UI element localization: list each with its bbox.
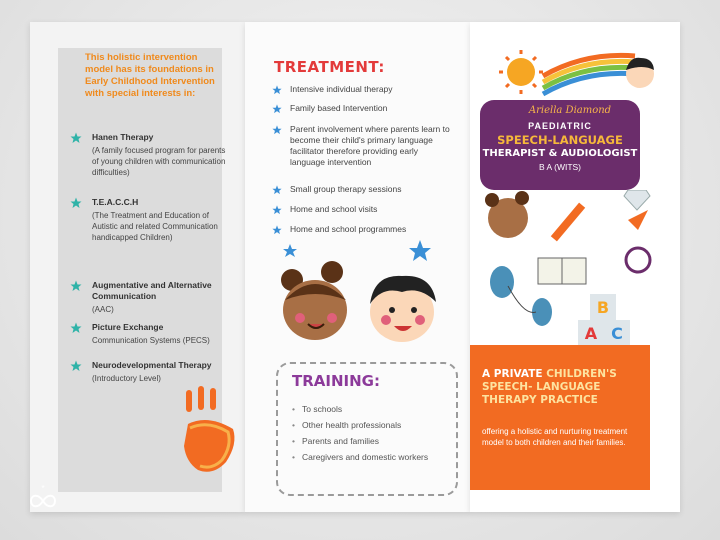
handprint-icon xyxy=(178,384,248,484)
item-desc: (Introductory Level) xyxy=(92,374,161,383)
headline-part-a: A PRIVATE xyxy=(482,368,543,380)
item-title: Hanen Therapy xyxy=(92,132,154,142)
treatment-item: Home and school visits xyxy=(290,204,378,214)
block-letter-c: C xyxy=(611,324,623,343)
sun-rainbow-illustration xyxy=(495,34,655,104)
training-item: • To schools xyxy=(302,404,342,414)
star-icon xyxy=(70,132,82,144)
orange-footer-box xyxy=(470,345,650,490)
item-title: Neurodevelopmental Therapy xyxy=(92,360,212,370)
block-letter-b: B xyxy=(596,298,610,317)
block-letter-a: A xyxy=(584,324,598,343)
item-title: T.E.A.C.C.H xyxy=(92,197,139,207)
infinity-logo-icon xyxy=(28,483,58,513)
item-desc: (AAC) xyxy=(92,305,114,314)
headline-part-b: CHILDREN'S xyxy=(546,368,617,380)
treatment-heading: TREATMENT: xyxy=(274,58,385,76)
star-icon xyxy=(272,125,282,135)
item-desc: (The Treatment and Education of Autistic and related Communication handicapped Children) xyxy=(92,211,218,242)
star-icon xyxy=(70,360,82,372)
title-line-4: B A (WITS) xyxy=(538,162,582,172)
star-icon xyxy=(70,280,82,292)
title-line-3: THERAPIST & AUDIOLOGIST xyxy=(482,148,638,159)
star-icon xyxy=(272,85,282,95)
star-icon xyxy=(70,197,82,209)
treatment-item: Small group therapy sessions xyxy=(290,184,402,194)
star-icon xyxy=(272,185,282,195)
star-icon xyxy=(272,205,282,215)
star-icon xyxy=(272,225,282,235)
treatment-item: Family based Intervention xyxy=(290,103,388,113)
headline-part-d: THERAPY PRACTICE xyxy=(482,394,598,406)
children-faces-illustration xyxy=(270,240,460,350)
treatment-item: Home and school programmes xyxy=(290,224,407,234)
title-line-1: PAEDIATRIC xyxy=(528,121,592,131)
treatment-item: Parent involvement where parents learn to become their child's primary language facilitator therefore providing early language intervention xyxy=(290,124,450,167)
title-line-2: SPEECH-LANGUAGE xyxy=(497,133,623,147)
item-desc: Communication Systems (PECS) xyxy=(92,336,210,345)
diamond-icon xyxy=(624,190,650,210)
training-heading: TRAINING: xyxy=(292,372,380,390)
toys-illustration xyxy=(478,190,653,350)
training-item: • Caregivers and domestic workers xyxy=(302,452,428,462)
headline-part-c: SPEECH- LANGUAGE xyxy=(482,381,601,393)
star-icon xyxy=(70,322,82,334)
therapist-name: Ariella Diamond xyxy=(528,105,612,116)
practice-tagline: offering a holistic and nurturing treatment model to both children and their families. xyxy=(482,427,628,447)
item-title: Augmentative and Alternative Communication xyxy=(92,280,212,301)
training-item: • Parents and families xyxy=(302,436,379,446)
item-title: Picture Exchange xyxy=(92,322,164,332)
intro-text: This holistic intervention model has its foundations in Early Childhood Intervention with special interests in: xyxy=(85,52,215,99)
practice-headline xyxy=(482,368,652,407)
letter-blocks xyxy=(578,294,630,346)
item-desc: (A family focused program for parents of young children with communication difficulties) xyxy=(92,146,226,177)
treatment-item: Intensive individual therapy xyxy=(290,84,393,94)
training-item: • Other health professionals xyxy=(302,420,401,430)
sun-icon xyxy=(499,50,543,94)
star-icon xyxy=(272,104,282,114)
svg-text:*: * xyxy=(41,484,45,493)
